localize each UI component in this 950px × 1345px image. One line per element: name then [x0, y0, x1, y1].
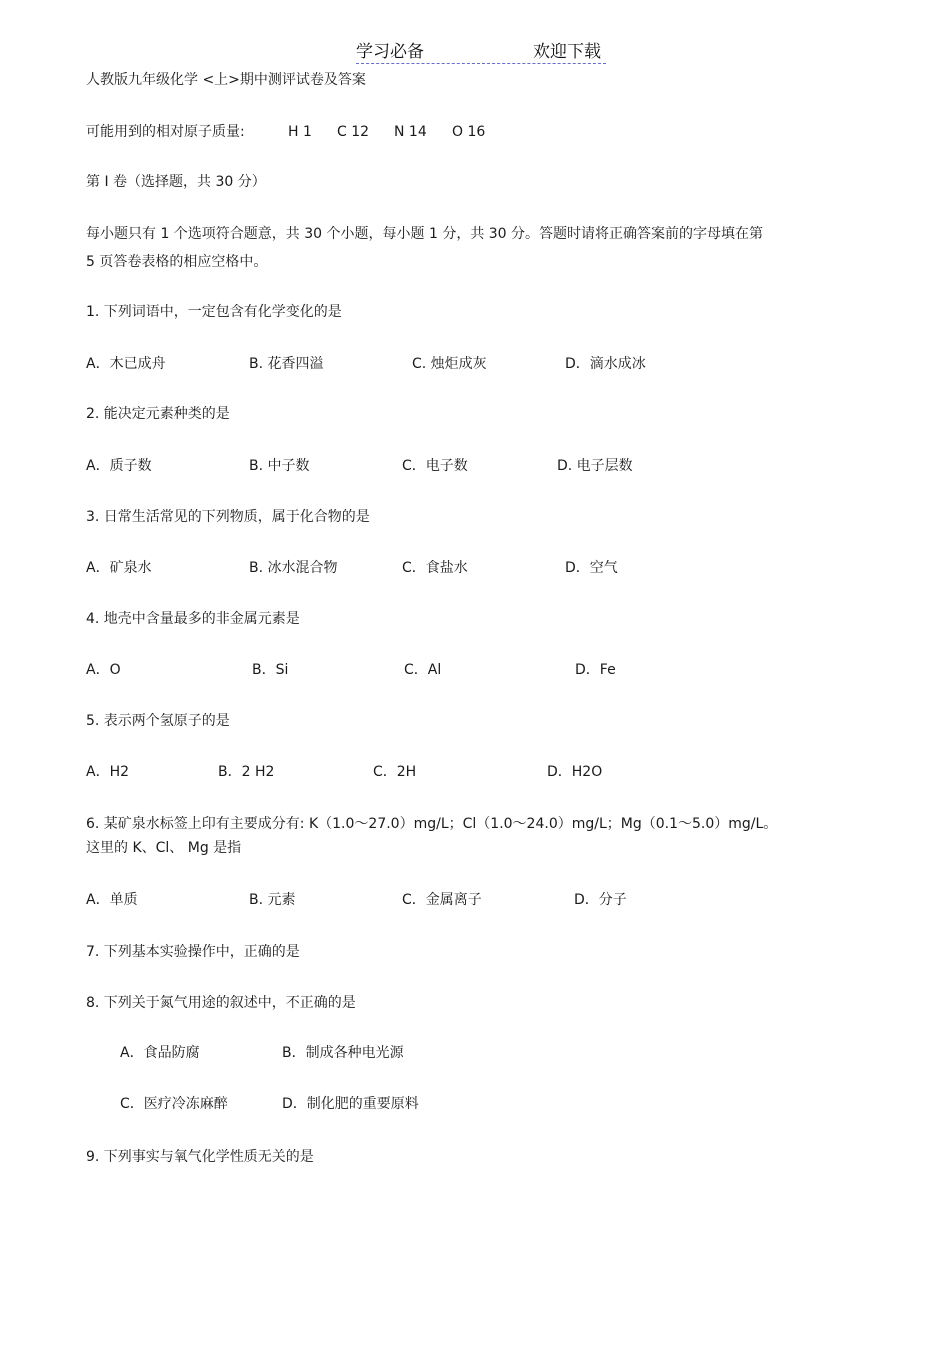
answer-option: A．质子数: [86, 458, 152, 474]
answer-option: A．单质: [86, 892, 138, 908]
answer-option: B. 中子数: [249, 458, 310, 474]
question-stem: 2. 能决定元素种类的是: [86, 406, 230, 422]
question-stem-continued: 这里的 K、Cl、 Mg 是指: [86, 840, 242, 856]
atomic-mass-value: O 16: [452, 124, 486, 140]
atomic-mass-value: H 1: [288, 124, 312, 140]
answer-option: C. 烛炬成灰: [412, 356, 487, 372]
answer-option: D．分子: [574, 892, 627, 908]
answer-option: D．空气: [565, 560, 618, 576]
answer-option: C．电子数: [402, 458, 468, 474]
question-stem: 5. 表示两个氢原子的是: [86, 713, 230, 729]
question-stem: 6. 某矿泉水标签上印有主要成分有: K（1.0～27.0）mg/L；Cl（1.0～24.0）mg/L；Mg（0.1～5.0）mg/L。: [86, 816, 778, 832]
question-stem: 7. 下列基本实验操作中，正确的是: [86, 944, 300, 960]
question-stem: 9. 下列事实与氧气化学性质无关的是: [86, 1149, 314, 1165]
answer-option: A．木已成舟: [86, 356, 166, 372]
question-stem: 8. 下列关于氮气用途的叙述中，不正确的是: [86, 995, 356, 1011]
atomic-mass-label: 可能用到的相对原子质量:: [86, 124, 245, 140]
section-heading: 第 I 卷（选择题，共 30 分）: [86, 174, 266, 190]
header-left: 学习必备: [356, 42, 424, 62]
answer-option: B. 冰水混合物: [249, 560, 338, 576]
answer-option: A．矿泉水: [86, 560, 152, 576]
question-stem: 1. 下列词语中，一定包含有化学变化的是: [86, 304, 342, 320]
instructions-line: 5 页答卷表格的相应空格中。: [86, 254, 268, 270]
answer-option: D. 电子层数: [557, 458, 633, 474]
answer-option: C．医疗冷冻麻醉: [120, 1096, 228, 1112]
header-right: 欢迎下载: [533, 42, 601, 62]
answer-option: C．Al: [404, 662, 442, 678]
answer-option: A．O: [86, 662, 121, 678]
question-stem: 3. 日常生活常见的下列物质，属于化合物的是: [86, 509, 370, 525]
answer-option: D．H2O: [547, 764, 603, 780]
answer-option: C．食盐水: [402, 560, 468, 576]
atomic-mass-value: N 14: [394, 124, 427, 140]
answer-option: D．制化肥的重要原料: [282, 1096, 419, 1112]
header-divider: [356, 63, 606, 64]
atomic-mass-value: C 12: [337, 124, 370, 140]
answer-option: B. 元素: [249, 892, 296, 908]
answer-option: B．2 H2: [218, 764, 275, 780]
answer-option: C．2H: [373, 764, 417, 780]
answer-option: B. 花香四溢: [249, 356, 324, 372]
question-stem: 4. 地壳中含量最多的非金属元素是: [86, 611, 300, 627]
answer-option: B．Si: [252, 662, 289, 678]
answer-option: A．H2: [86, 764, 130, 780]
answer-option: D．Fe: [575, 662, 616, 678]
instructions-line: 每小题只有 1 个选项符合题意，共 30 个小题，每小题 1 分，共 30 分。答题时请将正确答案前的字母填在第: [86, 226, 764, 242]
answer-option: C．金属离子: [402, 892, 482, 908]
answer-option: B．制成各种电光源: [282, 1045, 404, 1061]
answer-option: A．食品防腐: [120, 1045, 200, 1061]
document-title: 人教版九年级化学 <上>期中测评试卷及答案: [86, 72, 366, 88]
answer-option: D．滴水成冰: [565, 356, 646, 372]
